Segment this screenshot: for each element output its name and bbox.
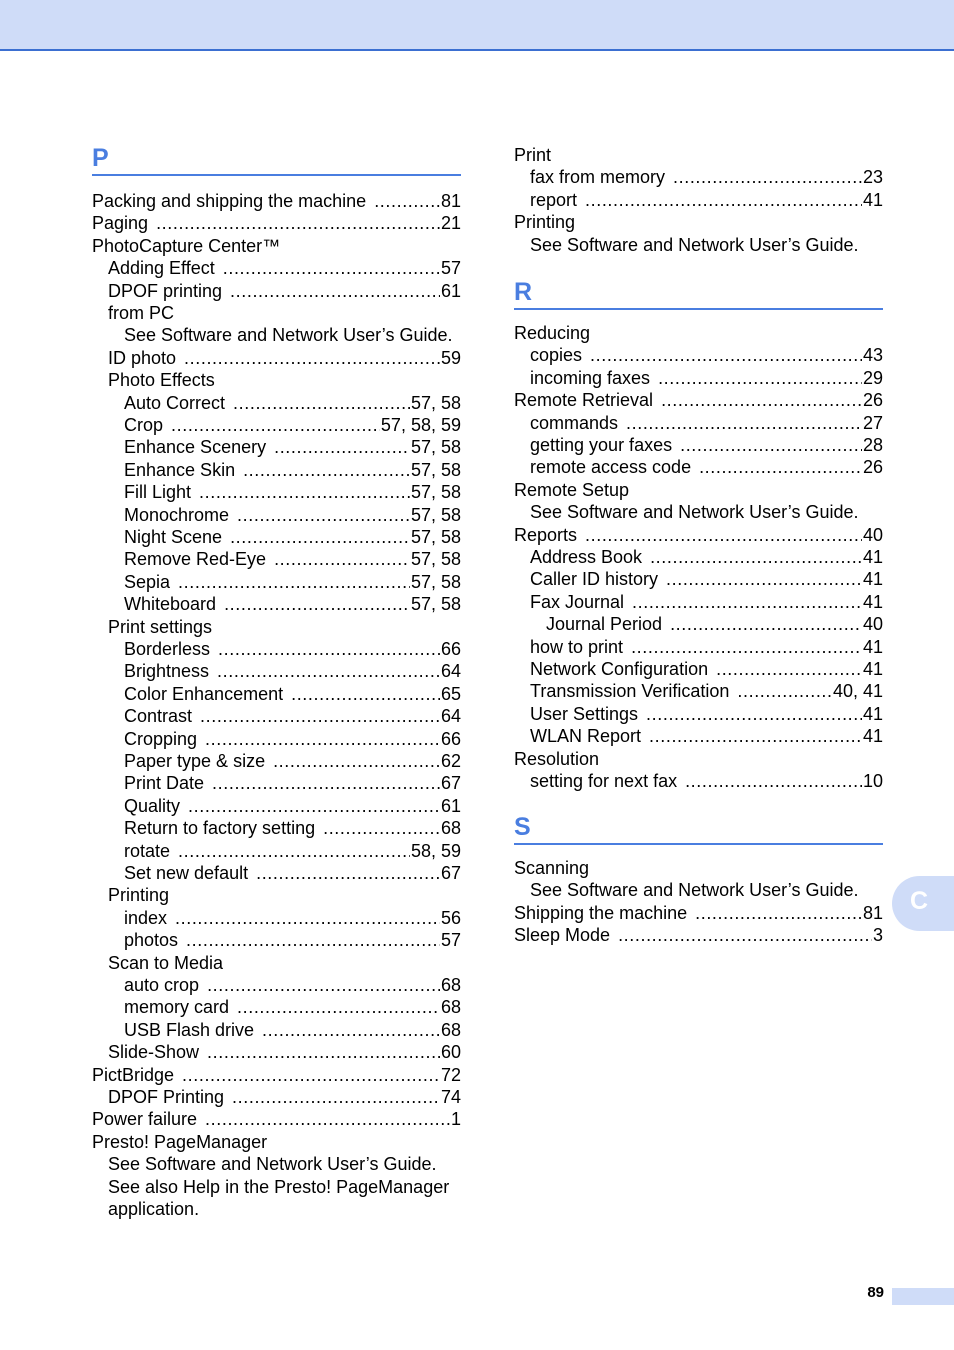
dot-leader [323,817,440,839]
dot-leader [661,389,862,411]
index-entry-term: Print Date [124,773,205,794]
dot-leader [243,459,410,481]
index-entry-term: Brightness [124,661,210,682]
index-entry-pages: 81 [862,902,883,923]
index-entry-term: Transmission Verification [530,681,730,702]
dot-leader [273,750,440,772]
index-entry [92,840,461,862]
index-entry-term: See Software and Network User’s Guide. [108,1154,437,1175]
index-entry [92,1108,461,1130]
index-entry-pages: 40, 41 [832,681,883,702]
dot-leader [218,638,440,660]
dot-leader [171,414,380,436]
index-entry-pages: 57, 58 [410,549,461,570]
index-entry [514,748,883,770]
index-entry-term: Color Enhancement [124,683,284,704]
footer-band [892,1288,954,1305]
index-entry [92,817,461,839]
index-entry [514,166,883,188]
dot-leader [626,412,862,434]
index-entry [514,613,883,635]
index-entry-pages: 27 [862,412,883,433]
index-entry-term: Quality [124,795,181,816]
index-entry-pages: 68 [440,818,461,839]
index-entry-pages: 68 [440,997,461,1018]
index-entry [92,369,461,391]
index-entry [92,481,461,503]
index-entry-term: Fill Light [124,482,192,503]
index-entry [514,770,883,792]
index-entry [514,568,883,590]
dot-leader [178,571,410,593]
index-entry-term: remote access code [530,457,692,478]
index-entry-pages: 29 [862,367,883,388]
index-entry [92,526,461,548]
dot-leader [230,526,410,548]
dot-leader [156,212,440,234]
index-entry [514,479,883,501]
dot-leader [178,840,410,862]
index-entry-term: Enhance Scenery [124,437,267,458]
dot-leader [205,728,440,750]
index-entry-term: DPOF printing [108,280,223,301]
dot-leader [737,680,832,702]
index-entry [92,1176,461,1198]
index-entry [92,280,461,302]
index-entry-term: Paging [92,213,149,234]
index-entry [514,211,883,233]
index-entry-term: Remote Setup [514,479,630,500]
index-entry [514,636,883,658]
index-entry-pages: 41 [862,703,883,724]
dot-leader [716,658,862,680]
index-entry-term: Fax Journal [530,591,625,612]
index-entry [514,234,883,256]
index-entry [92,392,461,414]
index-entry-pages: 64 [440,706,461,727]
index-entry [514,144,883,166]
index-entry [92,212,461,234]
index-entry-pages: 41 [862,189,883,210]
index-entry-term: Slide-Show [108,1042,200,1063]
index-entry-term: Caller ID history [530,569,659,590]
index-entry [92,504,461,526]
dot-leader [685,770,862,792]
dot-leader [182,1064,440,1086]
index-entry [514,591,883,613]
index-entry-pages: 57, 58 [410,504,461,525]
index-entry [92,459,461,481]
index-entry [92,1064,461,1086]
index-entry [92,728,461,750]
index-entry-term: index [124,907,168,928]
index-entry-term: memory card [124,997,230,1018]
index-entry [92,974,461,996]
index-entry-term: how to print [530,636,624,657]
index-entry-pages: 64 [440,661,461,682]
index-entry-pages: 81 [440,191,461,211]
index-entry-pages: 66 [440,639,461,659]
index-entry-term: Sepia [124,571,171,592]
dot-leader [670,613,862,635]
section-letter-p: P [92,143,461,176]
chapter-tab [892,876,954,931]
index-entry-pages: 57, 58 [410,482,461,503]
index-entry-term: Printing [514,212,576,233]
index-entry-term: Printing [108,885,170,906]
index-entry [92,952,461,974]
index-entry-pages: 41 [862,591,883,612]
index-entry [514,344,883,366]
dot-leader [374,190,440,212]
index-entry-pages: 57, 58 [410,571,461,592]
index-entry [514,456,883,478]
dot-leader [186,929,440,951]
index-entry-term: Remove Red-Eye [124,549,267,570]
dot-leader [212,772,440,794]
index-entry-term: Whiteboard [124,594,217,615]
dot-leader [274,436,410,458]
index-entry-pages: 57, 58 [410,527,461,547]
index-entry-term: Print settings [108,616,213,637]
dot-leader [200,705,440,727]
index-entry [514,189,883,211]
dot-leader [673,166,862,188]
dot-leader [230,280,440,302]
index-entry-term: Cropping [124,728,198,749]
index-entry-term: See Software and Network User’s Guide. [530,502,859,523]
index-entry-pages: 59 [440,347,461,368]
index-entry-pages: 66 [440,728,461,749]
dot-leader [233,392,410,414]
index-entry-term: Shipping the machine [514,902,688,923]
index-entry-term: auto crop [124,975,200,995]
index-entry-term: commands [530,412,619,433]
index-entry-term: See Software and Network User’s Guide. [530,880,859,901]
dot-leader [646,703,862,725]
index-entry [514,546,883,568]
index-entry-term: incoming faxes [530,367,651,388]
dot-leader [631,636,862,658]
index-entry-term: Packing and shipping the machine [92,191,367,211]
section-letter-s: S [514,812,883,845]
page-number: 89 [867,1284,884,1301]
index-entry-pages: 58, 59 [410,840,461,861]
dot-leader [274,548,410,570]
index-entry-term: WLAN Report [530,726,642,747]
index-entry-term: photos [124,930,179,951]
dot-leader [223,257,440,279]
index-entry [92,347,461,369]
dot-leader [650,546,862,568]
index-entry-term: Photo Effects [108,370,215,391]
dot-leader [207,974,440,996]
index-entry [92,929,461,951]
index-entry-term: Night Scene [124,527,223,547]
dot-leader [632,591,862,613]
index-entry-pages: 57 [440,258,461,279]
dot-leader [237,504,410,526]
index-entry-pages: 23 [862,167,883,188]
index-entry-term: Monochrome [124,504,230,525]
index-entry-term: Journal Period [546,614,663,635]
dot-leader [199,481,410,503]
index-entry-pages: 41 [862,659,883,679]
index-entry-term: Reports [514,524,578,545]
index-entry-pages: 40 [862,524,883,545]
index-entry-pages: 40 [862,614,883,635]
index-entry-pages: 41 [862,547,883,567]
dot-leader [585,189,862,211]
dot-leader [188,795,440,817]
index-entry [92,235,461,257]
index-entry [514,703,883,725]
index-entry [514,501,883,523]
index-entry-term: Adding Effect [108,258,215,279]
index-entry [92,996,461,1018]
dot-leader [585,524,862,546]
index-entry [514,412,883,434]
index-entry [514,680,883,702]
index-entry-term: Scanning [514,858,590,878]
index-entry-pages: 41 [862,636,883,657]
dot-leader [618,924,872,946]
dot-leader [291,683,440,705]
index-entry-pages: 61 [440,795,461,816]
dot-leader [205,1108,450,1130]
dot-leader [256,862,440,884]
index-entry [92,324,461,346]
index-entry-term: Paper type & size [124,751,266,771]
dot-leader [680,434,862,456]
index-entry [92,772,461,794]
index-entry-pages: 57 [440,930,461,951]
index-entry [92,571,461,593]
header-band [0,0,954,51]
dot-leader [666,568,862,590]
index-entry-term: Return to factory setting [124,818,316,839]
index-entry [514,857,883,879]
index-entry-term: Reducing [514,323,591,343]
dot-leader [590,344,862,366]
index-entry [92,683,461,705]
index-entry-term: See also Help in the Presto! PageManager [108,1176,450,1197]
index-entry-pages: 3 [872,925,883,946]
index-entry-term: Sleep Mode [514,925,611,946]
dot-leader [699,456,862,478]
index-entry-pages: 57, 58 [410,594,461,615]
index-entry-term: Power failure [92,1109,198,1130]
index-entry [514,434,883,456]
index-entry-pages: 67 [440,863,461,883]
index-entry [514,367,883,389]
index-entry [514,879,883,901]
index-entry-term: Contrast [124,706,193,727]
index-entry [92,750,461,772]
index-entry-pages: 57, 58, 59 [380,415,461,435]
index-entry-term: application. [108,1199,200,1219]
index-entry-term: PhotoCapture Center™ [92,235,281,256]
index-entry-pages: 68 [440,1019,461,1040]
index-entry [92,1019,461,1041]
index-entry [92,593,461,615]
dot-leader [224,593,410,615]
dot-leader [217,660,440,682]
chapter-tab-letter: C [910,887,929,915]
index-entry-term: Enhance Skin [124,459,236,480]
index-entry [92,436,461,458]
dot-leader [695,902,862,924]
index-entry-term: copies [530,345,583,366]
index-entry-term: PictBridge [92,1064,175,1085]
index-entry-pages: 57, 58 [410,459,461,480]
section-letter-r: R [514,277,883,310]
dot-leader [262,1019,440,1041]
index-entry-pages: 10 [862,771,883,791]
index-entry-term: Borderless [124,639,211,659]
index-entry-term: getting your faxes [530,435,673,455]
index-entry-term: Presto! PageManager [92,1131,268,1152]
index-entry-pages: 26 [862,390,883,411]
index-entry-pages: 57, 58 [410,392,461,413]
index-entry [92,1198,461,1220]
index-entry-term: Print [514,145,552,165]
index-entry-pages: 68 [440,975,461,995]
index-entry-term: Address Book [530,547,643,567]
index-entry-term: Crop [124,415,164,435]
index-entry-pages: 62 [440,751,461,771]
index-entry [514,322,883,344]
dot-leader [649,725,862,747]
index-entry-term: from PC [108,303,175,323]
dot-leader [207,1041,440,1063]
index-entry [92,884,461,906]
index-entry-term: Set new default [124,863,249,883]
index-entry-term: Resolution [514,748,600,769]
index-entry-pages: 60 [440,1042,461,1063]
index-entry-term: Auto Correct [124,392,226,413]
index-entry [92,257,461,279]
index-entry-term: rotate [124,840,171,861]
index-entry-term: Network Configuration [530,659,709,679]
index-entry-term: Scan to Media [108,952,224,973]
index-entry [514,902,883,924]
index-entry [92,414,461,436]
index-entry-pages: 72 [440,1064,461,1085]
dot-leader [237,996,440,1018]
index-entry [92,1041,461,1063]
index-entry [92,862,461,884]
index-entry [514,924,883,946]
index-entry [92,795,461,817]
index-entry [92,1086,461,1108]
index-entry [92,616,461,638]
index-entry [514,658,883,680]
index-entry [92,1131,461,1153]
index-entry-term: DPOF Printing [108,1087,225,1107]
index-entry-term: fax from memory [530,167,666,188]
index-entry-pages: 28 [862,435,883,455]
index-entry [92,638,461,660]
dot-leader [232,1086,440,1108]
index-entry [92,705,461,727]
dot-leader [184,347,440,369]
index-entry-pages: 43 [862,345,883,366]
index-entry-pages: 56 [440,907,461,928]
index-entry-pages: 41 [862,726,883,747]
index-entry-pages: 67 [440,773,461,794]
index-entry [514,725,883,747]
index-entry-term: USB Flash drive [124,1019,255,1040]
index-entry-pages: 26 [862,457,883,478]
index-entry [92,907,461,929]
dot-leader [175,907,440,929]
index-entry [92,190,461,212]
index-entry-term: See Software and Network User’s Guide. [124,325,453,346]
dot-leader [658,367,862,389]
index-entry-pages: 61 [440,280,461,301]
index-entry-pages: 74 [440,1087,461,1107]
index-entry-term: ID photo [108,347,177,368]
index-entry-pages: 1 [450,1109,461,1130]
index-entry-term: report [530,189,578,210]
index-entry-pages: 41 [862,569,883,590]
index-entry [514,524,883,546]
index-entry-term: setting for next fax [530,771,678,791]
index-entry-term: User Settings [530,703,639,724]
index-entry [92,1153,461,1175]
index-entry [92,660,461,682]
index-entry [514,389,883,411]
index-entry-pages: 65 [440,683,461,704]
index-entry-term: See Software and Network User’s Guide. [530,234,859,255]
index-entry-pages: 21 [440,213,461,234]
index-entry [92,302,461,324]
index-entry-pages: 57, 58 [410,437,461,458]
index-entry [92,548,461,570]
index-entry-term: Remote Retrieval [514,390,654,411]
